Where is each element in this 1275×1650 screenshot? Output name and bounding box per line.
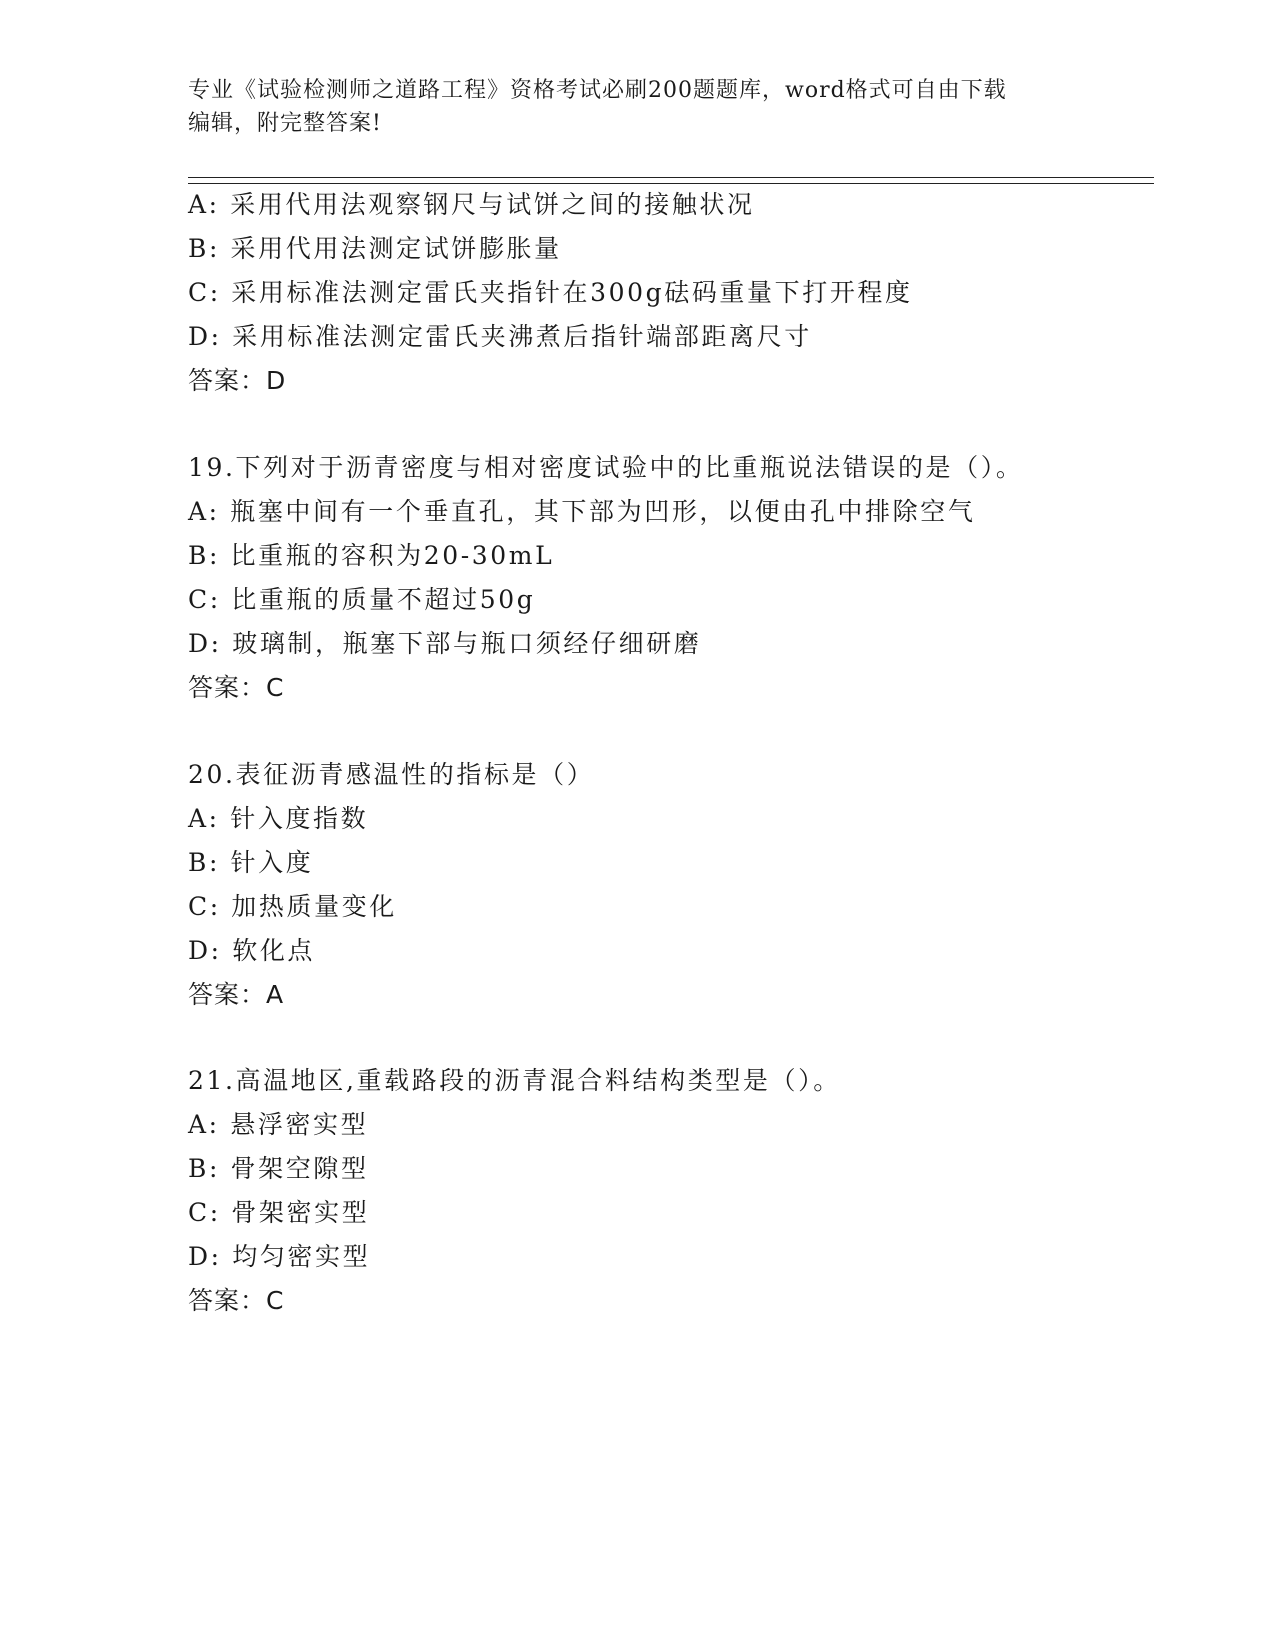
option-c: C: 比重瓶的质量不超过50g [188,585,536,614]
option-b: B: 骨架空隙型 [188,1154,369,1183]
header-line-2: 编辑，附完整答案! [188,111,382,136]
option-a: A: 悬浮密实型 [188,1110,369,1139]
option-b: B: 针入度 [188,848,314,877]
answer-line: 答案：C [188,673,285,702]
answer-line: 答案：D [188,366,287,395]
question-stem: 19.下列对于沥青密度与相对密度试验中的比重瓶说法错误的是（）。 [188,453,1024,482]
header-line-1: 专业《试验检测师之道路工程》资格考试必刷200题题库，word格式可自由下载 [188,78,1007,103]
question-stem: 20.表征沥青感温性的指标是（） [188,760,595,789]
option-a: A: 采用代用法观察钢尺与试饼之间的接触状况 [188,190,755,219]
option-d: D: 均匀密实型 [188,1242,371,1271]
option-c: C: 采用标准法测定雷氏夹指针在300g砝码重量下打开程度 [188,278,913,307]
question-stem: 21.高温地区,重载路段的沥青混合料结构类型是（）。 [188,1066,841,1095]
document-header [188,74,1088,140]
answer-line: 答案：C [188,1286,285,1315]
option-d: D: 玻璃制，瓶塞下部与瓶口须经仔细研磨 [188,629,702,658]
option-c: C: 骨架密实型 [188,1198,370,1227]
option-b: B: 采用代用法测定试饼膨胀量 [188,234,562,263]
option-a: A: 瓶塞中间有一个垂直孔，其下部为凹形，以便由孔中排除空气 [188,497,976,526]
answer-line: 答案：A [188,980,285,1009]
option-c: C: 加热质量变化 [188,892,397,921]
header-divider-thick [188,177,1154,178]
option-a: A: 针入度指数 [188,804,369,833]
header-divider-thin [188,183,1154,184]
option-d: D: 软化点 [188,936,316,965]
option-d: D: 采用标准法测定雷氏夹沸煮后指针端部距离尺寸 [188,322,812,351]
option-b: B: 比重瓶的容积为20-30mL [188,541,555,570]
